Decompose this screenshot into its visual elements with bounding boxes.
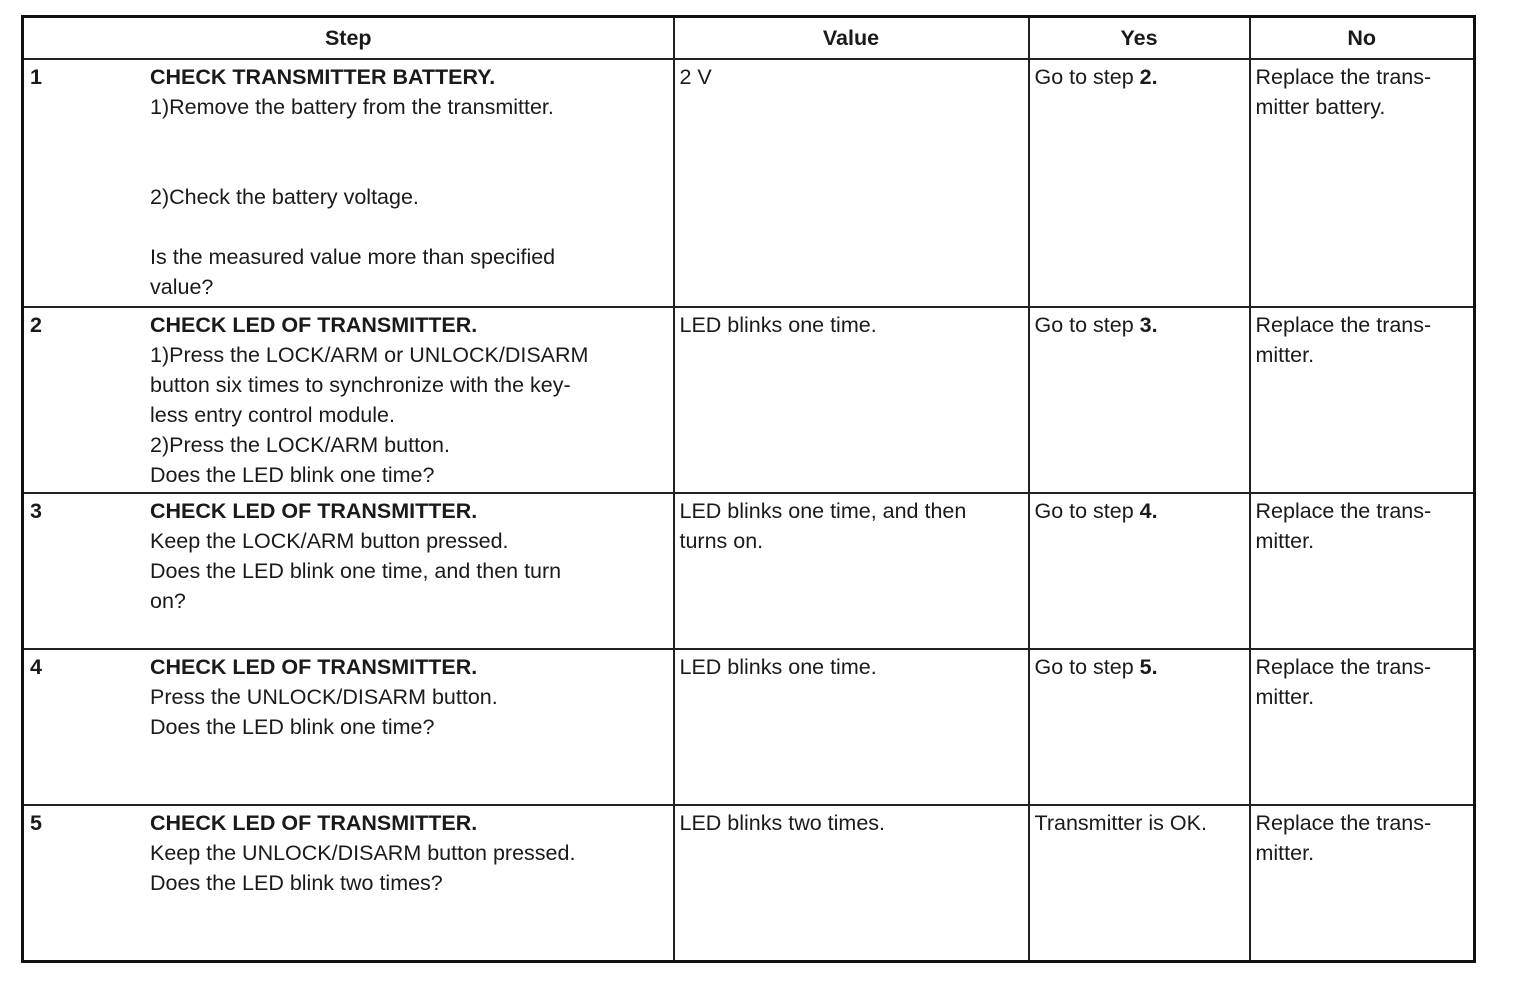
step-text	[150, 62, 665, 302]
value-cell	[674, 805, 1029, 961]
step-number: 1	[30, 65, 42, 89]
step-text	[150, 808, 665, 898]
no-text: Replace the trans-	[1255, 499, 1432, 523]
step-title: CHECK LED OF TRANSMITTER.	[150, 811, 478, 835]
step-text	[150, 496, 665, 616]
value-cell	[674, 59, 1029, 307]
value-cell	[674, 493, 1029, 649]
step-instruction: 2)Press the LOCK/ARM button.	[150, 433, 450, 457]
no-text: mitter.	[1255, 685, 1315, 709]
step-instruction: Press the UNLOCK/DISARM button.	[150, 685, 498, 709]
table-row	[23, 649, 1475, 805]
yes-text: Go to step	[1034, 499, 1140, 523]
step-instruction: Keep the UNLOCK/DISARM button pressed.	[150, 841, 576, 865]
step-number: 2	[30, 313, 42, 337]
step-cell	[23, 805, 674, 961]
step-instruction: Does the LED blink one time?	[150, 463, 435, 487]
no-text: mitter.	[1255, 529, 1315, 553]
value-text: LED blinks one time, and then	[679, 499, 967, 523]
no-cell	[1250, 649, 1475, 805]
step-cell	[23, 649, 674, 805]
step-instruction: 2)Check the battery voltage.	[150, 185, 419, 209]
step-title: CHECK LED OF TRANSMITTER.	[150, 499, 478, 523]
no-text: mitter.	[1255, 841, 1315, 865]
yes-step-ref: 4.	[1139, 499, 1158, 523]
value-text: LED blinks two times.	[679, 811, 886, 835]
header-step: Step	[23, 17, 674, 60]
no-text: Replace the trans-	[1255, 313, 1432, 337]
no-text: Replace the trans-	[1255, 655, 1432, 679]
header-row	[23, 17, 1475, 60]
step-number: 5	[30, 811, 42, 835]
yes-cell	[1029, 307, 1250, 493]
value-text: turns on.	[679, 529, 764, 553]
step-number: 3	[30, 499, 42, 523]
header-value: Value	[674, 17, 1029, 60]
step-text	[150, 652, 665, 742]
table-row	[23, 307, 1475, 493]
blank-line	[150, 152, 665, 182]
no-cell	[1250, 493, 1475, 649]
no-text: mitter.	[1255, 343, 1315, 367]
yes-text: Go to step	[1034, 655, 1140, 679]
no-cell	[1250, 59, 1475, 307]
step-title: CHECK LED OF TRANSMITTER.	[150, 655, 478, 679]
value-text: LED blinks one time.	[679, 655, 877, 679]
blank-line	[150, 212, 665, 242]
step-title: CHECK TRANSMITTER BATTERY.	[150, 65, 496, 89]
step-cell	[23, 493, 674, 649]
value-cell	[674, 307, 1029, 493]
step-instruction: Keep the LOCK/ARM button pressed.	[150, 529, 509, 553]
no-text: Replace the trans-	[1255, 811, 1432, 835]
yes-step-ref: 2.	[1139, 65, 1158, 89]
step-instruction: button six times to synchronize with the key-	[150, 373, 571, 397]
yes-cell	[1029, 493, 1250, 649]
yes-cell	[1029, 805, 1250, 961]
step-instruction: Does the LED blink one time, and then turn	[150, 559, 562, 583]
yes-cell	[1029, 649, 1250, 805]
step-title: CHECK LED OF TRANSMITTER.	[150, 313, 478, 337]
step-instruction: Does the LED blink two times?	[150, 871, 443, 895]
step-number: 4	[30, 655, 42, 679]
no-text: Replace the trans-	[1255, 65, 1432, 89]
value-cell	[674, 649, 1029, 805]
table-row	[23, 59, 1475, 307]
no-cell	[1250, 805, 1475, 961]
step-instruction: Does the LED blink one time?	[150, 715, 435, 739]
yes-cell	[1029, 59, 1250, 307]
no-cell	[1250, 307, 1475, 493]
yes-step-ref: 3.	[1139, 313, 1158, 337]
yes-text: Transmitter is OK.	[1034, 811, 1207, 835]
step-text	[150, 310, 665, 490]
step-instruction: on?	[150, 589, 186, 613]
step-instruction: less entry control module.	[150, 403, 395, 427]
step-instruction: 1)Press the LOCK/ARM or UNLOCK/DISARM	[150, 343, 589, 367]
yes-text: Go to step	[1034, 65, 1140, 89]
table-row	[23, 493, 1475, 649]
step-instruction: 1)Remove the battery from the transmitter.	[150, 95, 554, 119]
blank-line	[150, 122, 665, 152]
yes-step-ref: 5.	[1139, 655, 1158, 679]
step-instruction: value?	[150, 275, 214, 299]
header-no: No	[1250, 17, 1475, 60]
value-text: 2 V	[679, 65, 712, 89]
step-instruction: Is the measured value more than specified	[150, 245, 556, 269]
yes-text: Go to step	[1034, 313, 1140, 337]
no-text: mitter battery.	[1255, 95, 1386, 119]
diagnostic-table	[21, 15, 1476, 963]
step-cell	[23, 59, 674, 307]
table-row	[23, 805, 1475, 961]
header-yes: Yes	[1029, 17, 1250, 60]
value-text: LED blinks one time.	[679, 313, 877, 337]
step-cell	[23, 307, 674, 493]
